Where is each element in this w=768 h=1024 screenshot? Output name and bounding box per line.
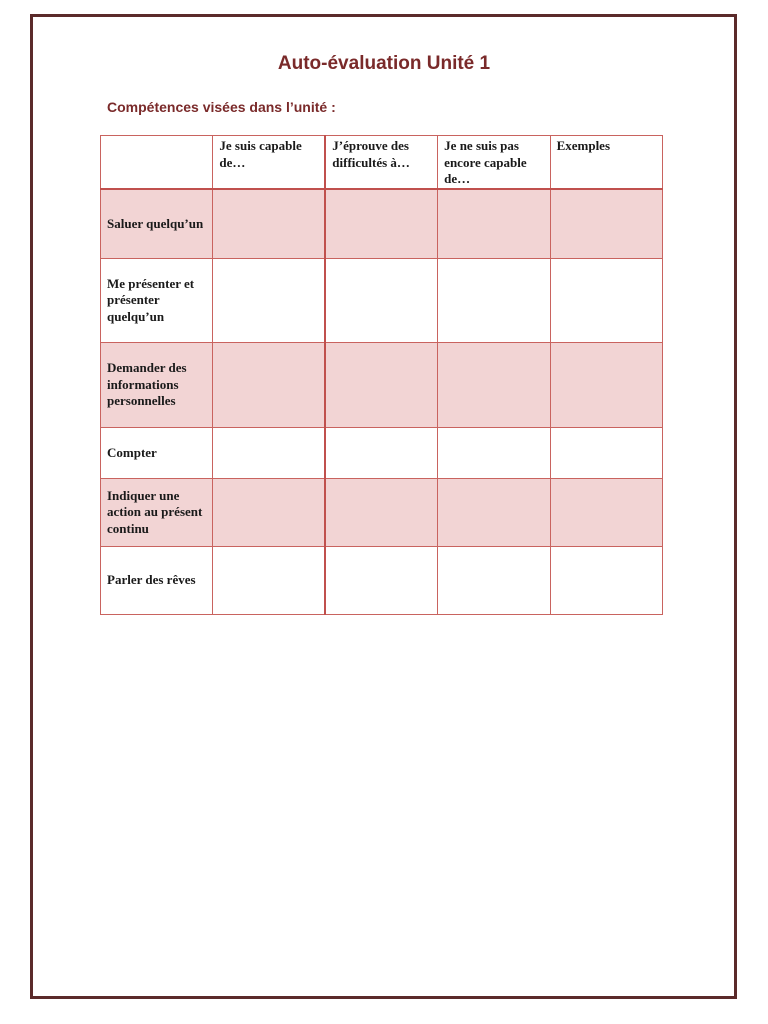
section-subtitle: Compétences visées dans l’unité : (107, 99, 336, 115)
table-row (101, 547, 663, 615)
table-row (101, 259, 663, 343)
cell-difficulties[interactable] (325, 189, 437, 259)
row-label: Compter (101, 428, 213, 479)
cell-not-yet-capable[interactable] (438, 259, 550, 343)
cell-examples[interactable] (550, 428, 662, 479)
cell-difficulties[interactable] (325, 479, 437, 547)
row-label: Demander des informations personnelles (101, 343, 213, 428)
cell-not-yet-capable[interactable] (438, 343, 550, 428)
cell-difficulties[interactable] (325, 259, 437, 343)
cell-capable[interactable] (213, 343, 325, 428)
cell-capable[interactable] (213, 547, 325, 615)
cell-difficulties[interactable] (325, 547, 437, 615)
cell-capable[interactable] (213, 259, 325, 343)
row-label: Parler des rêves (101, 547, 213, 615)
header-cell-capable: Je suis capable de… (213, 136, 325, 189)
cell-not-yet-capable[interactable] (438, 547, 550, 615)
cell-difficulties[interactable] (325, 343, 437, 428)
cell-capable[interactable] (213, 189, 325, 259)
cell-capable[interactable] (213, 428, 325, 479)
header-cell-difficulties: J’éprouve des difficultés à… (325, 136, 437, 189)
cell-examples[interactable] (550, 479, 662, 547)
table-row (101, 343, 663, 428)
table-row (101, 428, 663, 479)
header-cell-examples: Exemples (550, 136, 662, 189)
cell-difficulties[interactable] (325, 428, 437, 479)
cell-not-yet-capable[interactable] (438, 428, 550, 479)
cell-examples[interactable] (550, 343, 662, 428)
cell-examples[interactable] (550, 259, 662, 343)
row-label: Indiquer une action au présent continu (101, 479, 213, 547)
cell-examples[interactable] (550, 547, 662, 615)
row-label: Saluer quelqu’un (101, 189, 213, 259)
table-row (101, 479, 663, 547)
cell-examples[interactable] (550, 189, 662, 259)
page-title: Auto-évaluation Unité 1 (277, 53, 491, 74)
cell-capable[interactable] (213, 479, 325, 547)
table-row (101, 189, 663, 259)
cell-not-yet-capable[interactable] (438, 189, 550, 259)
header-cell-not-yet-capable: Je ne suis pas encore capable de… (438, 136, 550, 189)
row-label: Me présenter et présenter quelqu’un (101, 259, 213, 343)
self-assessment-table (100, 135, 663, 615)
table-header-row (101, 136, 663, 189)
header-cell-empty (101, 136, 213, 189)
cell-not-yet-capable[interactable] (438, 479, 550, 547)
